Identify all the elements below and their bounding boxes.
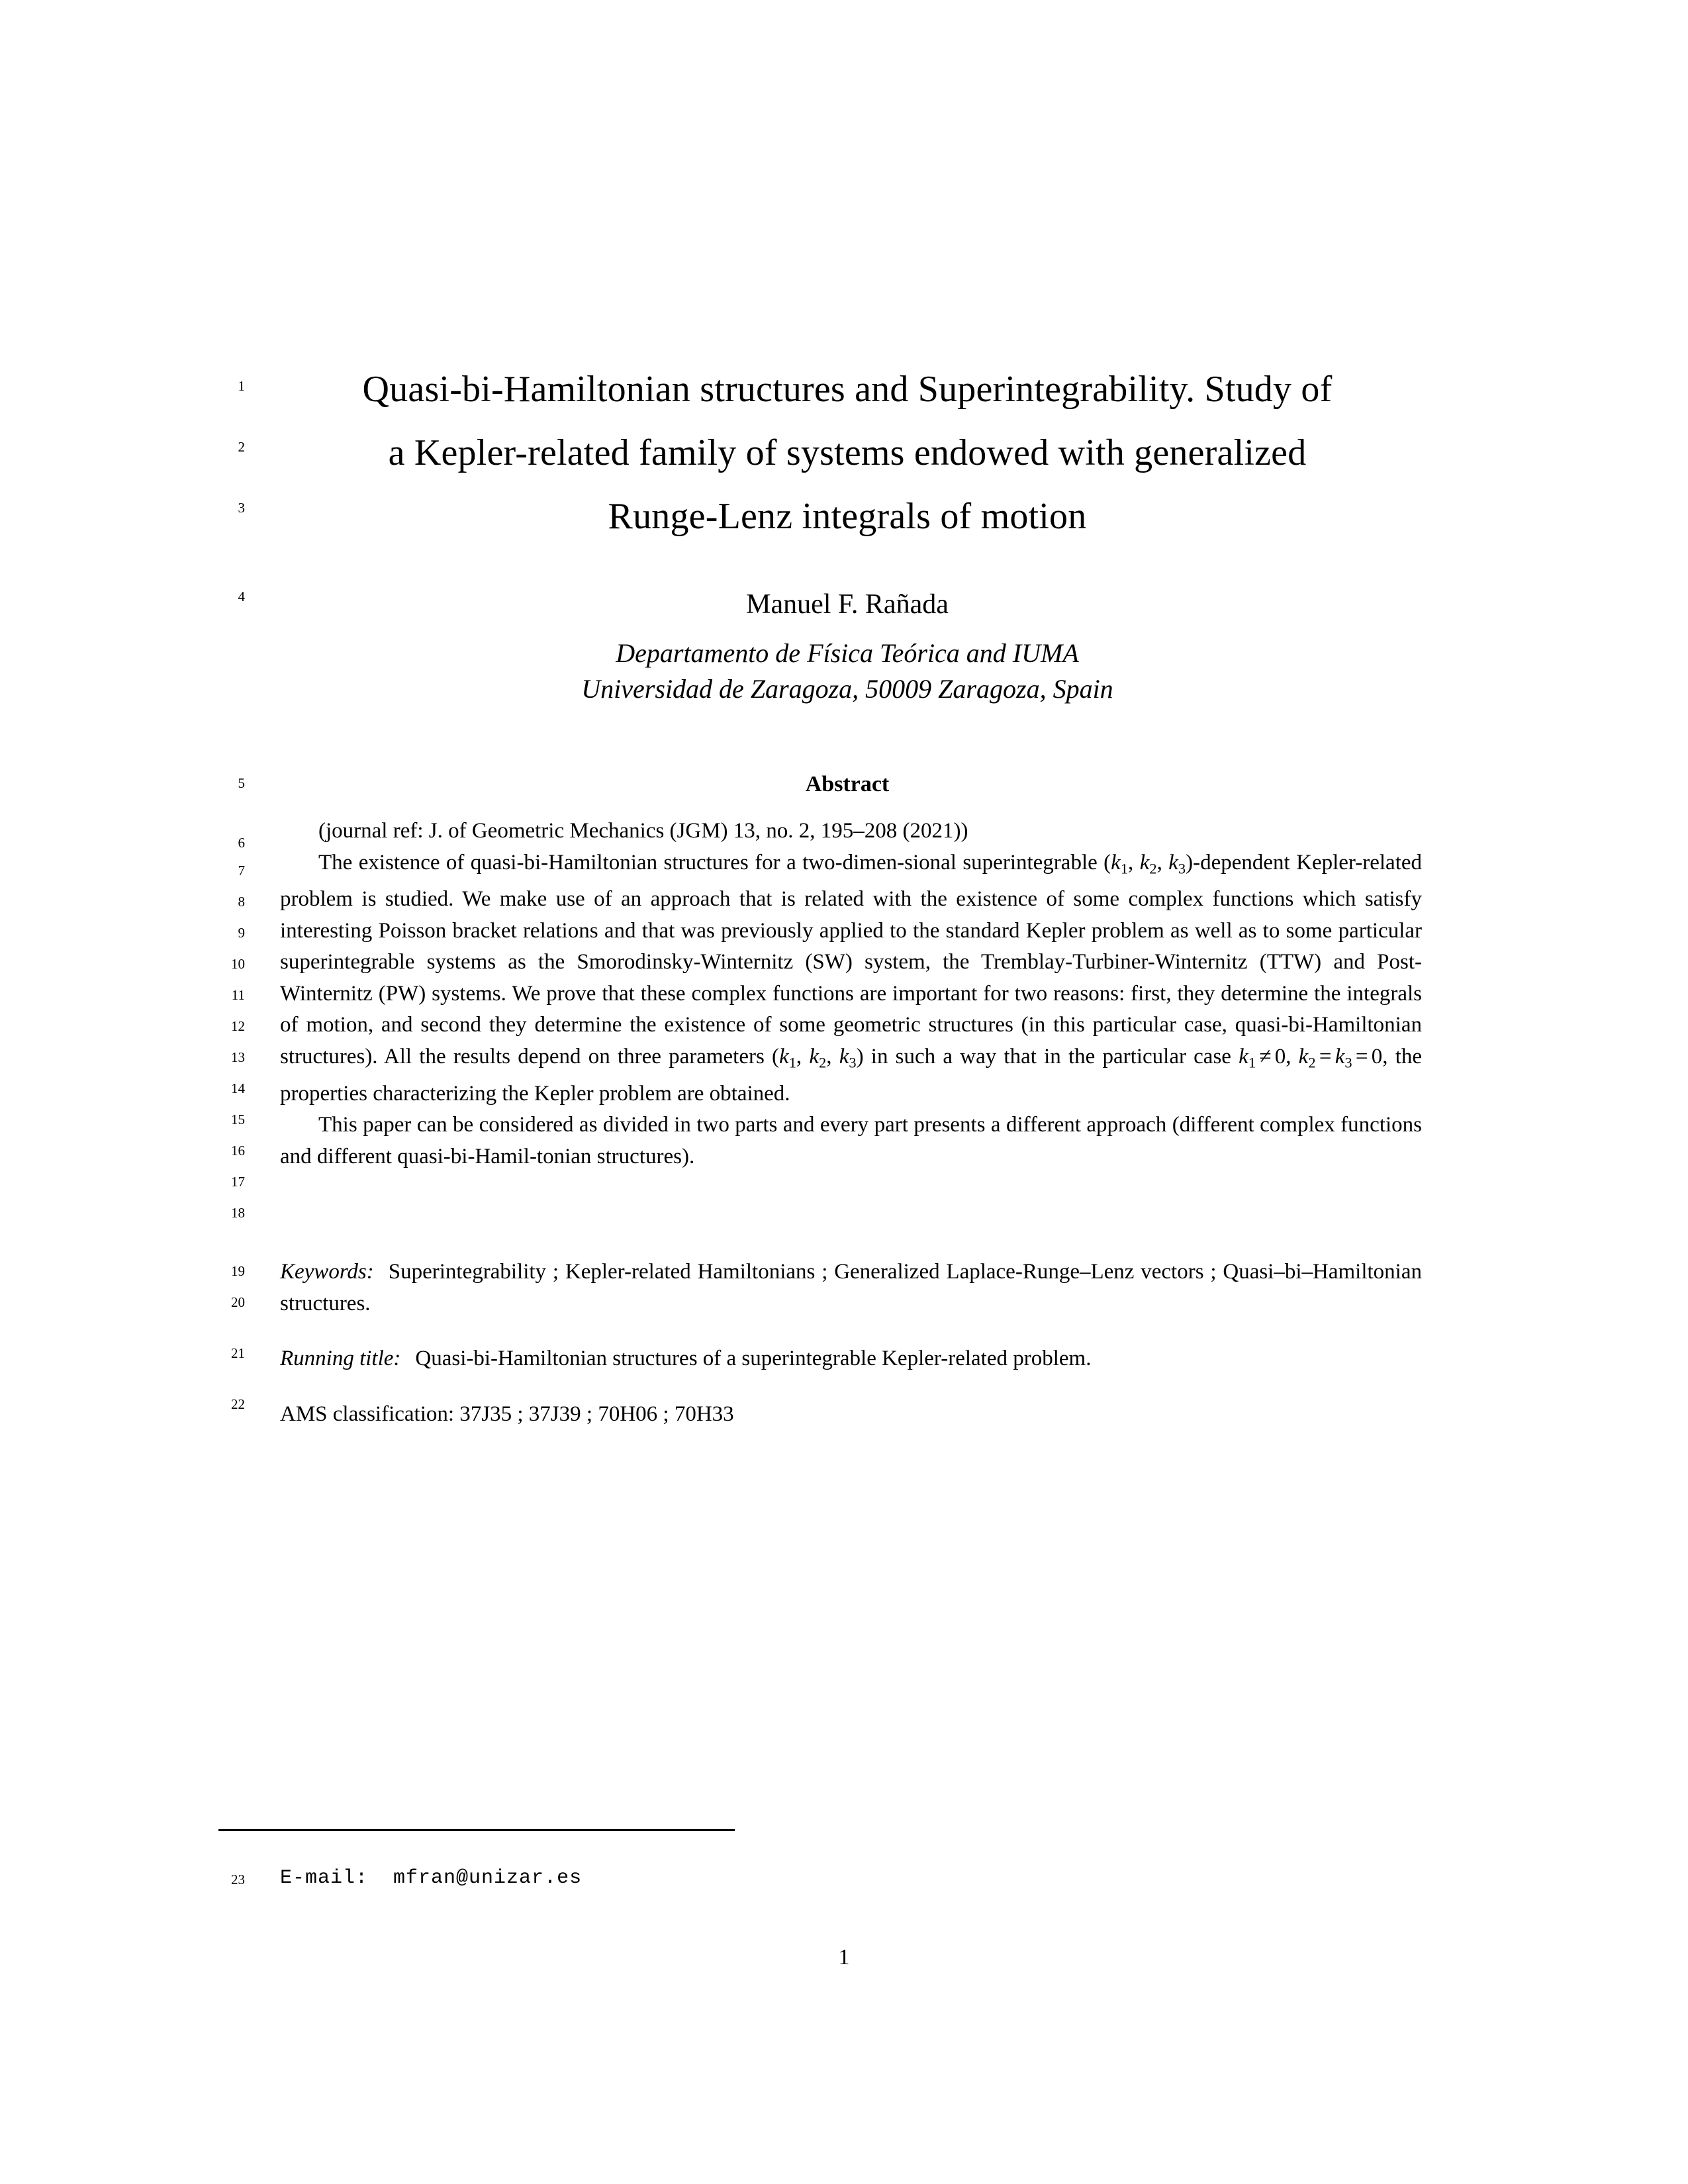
line-number: 20 xyxy=(231,1294,245,1310)
title-line-2: a Kepler-related family of systems endowed with generalized xyxy=(388,432,1307,473)
math-k1-b: $k_1$ xyxy=(779,1044,796,1071)
line-number: 8 xyxy=(238,894,245,910)
math-k1-c: $k_1$ xyxy=(1239,1044,1256,1071)
title-line-3: Runge-Lenz integrals of motion xyxy=(608,496,1087,537)
keywords-label: Keywords: xyxy=(280,1260,374,1284)
line-number: 22 xyxy=(231,1396,245,1412)
line-number: 23 xyxy=(231,1872,245,1887)
abstract-body xyxy=(280,816,1422,1172)
math-comma-1: , xyxy=(1128,850,1140,875)
math-k3-c: $k_3$ xyxy=(1335,1044,1352,1071)
affiliation-block xyxy=(218,636,1476,707)
abstract-paragraph-2: This paper can be considered as divided in two parts and every part presents a different approach (different complex functions and different quasi-bi-Hamil-tonian structures). xyxy=(280,1113,1422,1168)
math-zero-2: 0 xyxy=(1371,1044,1383,1068)
author-name: Manuel F. Rañada xyxy=(746,589,949,620)
abstract-p1-suffix: , the properties characterizing the Kepler problem are obtained. xyxy=(280,1044,1423,1106)
line-number: 6 xyxy=(238,835,245,851)
affiliation-line-2: Universidad de Zaragoza, 50009 Zaragoza, Spain xyxy=(581,674,1113,704)
footnote-separator-rule xyxy=(218,1829,735,1831)
line-number: 4 xyxy=(238,589,245,604)
line-number: 9 xyxy=(238,925,245,941)
abstract-p1-mid2: ) in such a way that in the particular case xyxy=(856,1044,1239,1068)
title-line-1: Quasi-bi-Hamiltonian structures and Superintegrability. Study of xyxy=(362,369,1333,410)
metadata-block xyxy=(280,1257,1422,1430)
line-number: 15 xyxy=(231,1112,245,1127)
affiliation-line-1: Departamento de Física Teórica and IUMA xyxy=(616,638,1079,668)
abstract-paragraph-1 xyxy=(280,847,1422,1110)
line-number: 3 xyxy=(238,500,245,516)
line-number: 5 xyxy=(238,775,245,791)
math-eq-1: = xyxy=(1319,1044,1332,1068)
page-number: 1 xyxy=(838,1945,850,1970)
math-k1: $k_1$ xyxy=(1111,850,1129,877)
page-title xyxy=(218,357,1476,548)
running-title-text: Quasi-bi-Hamiltonian structures of a superintegrable Kepler-related problem. xyxy=(415,1347,1092,1370)
keywords-line xyxy=(280,1257,1422,1319)
line-number: 13 xyxy=(231,1049,245,1065)
running-title-line xyxy=(280,1343,1422,1375)
math-eq-2: = xyxy=(1355,1044,1368,1068)
math-k2-c: $k_2$ xyxy=(1298,1044,1316,1071)
line-number: 2 xyxy=(238,439,245,455)
line-number: 12 xyxy=(231,1018,245,1034)
abstract-p1-mid: )-dependent Kepler-related problem is studied. We make use of an approach that is related with the existence of some complex functions which satisfy interesting Poisson bracket relations and that was previously applied to the standard Kepler problem as well as to some particular superintegrable systems as the Smorodinsky-Winternitz (SW) system, the Tremblay-Turbiner-Winternitz (TTW) and Post-Winternitz (PW) systems. We prove that these complex functions are important for two reasons: first, they determine the integrals of motion, and second they determine the existence of some geometric structures (in this particular case, quasi-bi-Hamiltonian structures). All the results depend on three parameters ( xyxy=(280,850,1423,1068)
math-comma-2: , xyxy=(1156,850,1169,875)
abstract-heading: Abstract xyxy=(805,772,890,796)
math-comma-3: , xyxy=(796,1044,810,1068)
line-number: 1 xyxy=(238,378,245,394)
line-number: 19 xyxy=(231,1263,245,1279)
line-number: 10 xyxy=(231,956,245,972)
line-number: 14 xyxy=(231,1080,245,1096)
math-comma-4: , xyxy=(826,1044,839,1068)
math-neq: ≠ xyxy=(1259,1044,1272,1068)
line-number: 17 xyxy=(231,1174,245,1190)
line-number: 16 xyxy=(231,1143,245,1159)
journal-reference: (journal ref: J. of Geometric Mechanics (JGM) 13, no. 2, 195–208 (2021)) xyxy=(318,819,968,843)
abstract-p1-prefix: The existence of quasi-bi-Hamiltonian structures for a two-dimen-sional superintegrable ( xyxy=(318,850,1111,875)
math-k3-b: $k_3$ xyxy=(839,1044,857,1071)
line-number: 21 xyxy=(231,1345,245,1361)
footnote-email: E-mail: mfran@unizar.es xyxy=(280,1867,583,1889)
keywords-text: Superintegrability ; Kepler-related Hamiltonians ; Generalized Laplace-Runge–Lenz vectors ; Quasi–bi–Hamiltonian structures. xyxy=(280,1260,1422,1315)
ams-classification: AMS classification: 37J35 ; 37J39 ; 70H06 ; 70H33 xyxy=(280,1401,734,1426)
author-block xyxy=(218,583,1476,707)
line-number: 7 xyxy=(238,863,245,878)
line-number: 18 xyxy=(231,1205,245,1221)
math-k2-b: $k_2$ xyxy=(809,1044,827,1071)
math-comma-5: , xyxy=(1286,1044,1299,1068)
math-k2: $k_2$ xyxy=(1139,850,1157,877)
math-zero-1: 0 xyxy=(1274,1044,1286,1068)
running-title-label: Running title: xyxy=(280,1347,401,1370)
line-number: 11 xyxy=(231,987,245,1003)
math-k3: $k_3$ xyxy=(1168,850,1186,877)
